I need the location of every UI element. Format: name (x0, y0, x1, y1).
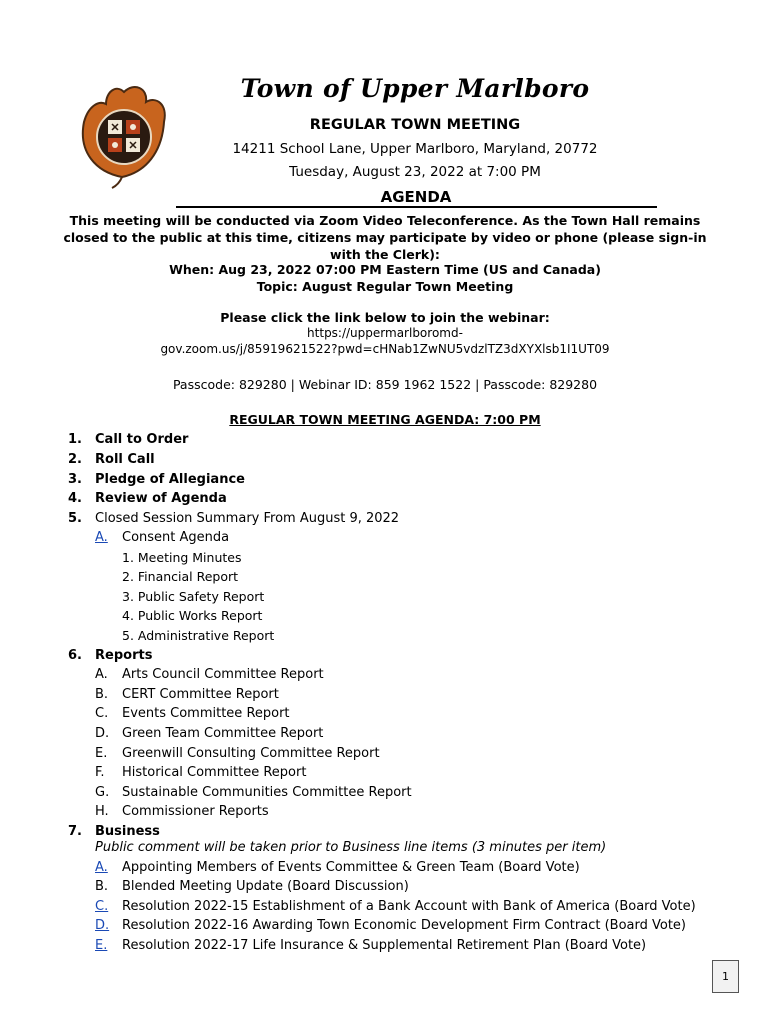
consent-subitem: 1. Meeting Minutes (122, 550, 242, 565)
webinar-link-line2[interactable]: gov.zoom.us/j/85919621522?pwd=cHNab1ZwNU5vdzlTZ3dXYXlsb1I1UT09 (160, 342, 610, 356)
item-letter: G. (95, 785, 110, 800)
town-seal-icon (76, 82, 170, 190)
zoom-notice: This meeting will be conducted via Zoom Video Teleconference. As the Town Hall remains closed to the public at this time, citizens may participate by video or phone (please sign-in with the Clerk): (63, 213, 707, 262)
item-number: 7. (68, 824, 82, 839)
item-label: Historical Committee Report (122, 765, 307, 780)
item-label: Greenwill Consulting Committee Report (122, 746, 380, 761)
item-label: Call to Order (95, 432, 189, 447)
meeting-topic: Topic: August Regular Town Meeting (256, 279, 514, 294)
item-label: Roll Call (95, 452, 155, 467)
meeting-type: REGULAR TOWN MEETING (309, 117, 521, 133)
item-letter: D. (95, 726, 110, 741)
item-number: 2. (68, 452, 82, 467)
item-letter: A. (95, 667, 108, 682)
item-letter: H. (95, 804, 109, 819)
item-label: Review of Agenda (95, 491, 227, 506)
town-title: Town of Upper Marlboro (240, 74, 590, 103)
item-letter: B. (95, 687, 109, 702)
agenda-section-heading: REGULAR TOWN MEETING AGENDA: 7:00 PM (229, 412, 541, 427)
item-label: Consent Agenda (122, 530, 230, 545)
item-label: Resolution 2022-16 Awarding Town Economic Development Firm Contract (Board Vote) (122, 918, 687, 933)
item-letter-link[interactable]: C. (95, 899, 109, 914)
meeting-when: When: Aug 23, 2022 07:00 PM Eastern Time (US and Canada) (169, 262, 601, 277)
item-label: Commissioner Reports (122, 804, 269, 819)
item-label: Sustainable Communities Committee Report (122, 785, 412, 800)
item-label: Business (95, 824, 160, 839)
item-letter-link[interactable]: E. (95, 938, 108, 953)
item-letter-link[interactable]: A. (95, 860, 108, 875)
item-number: 3. (68, 472, 82, 487)
item-letter-link[interactable]: A. (95, 530, 108, 545)
item-number: 5. (68, 511, 82, 526)
agenda-heading: AGENDA (380, 188, 452, 206)
item-letter: C. (95, 706, 109, 721)
item-letter: B. (95, 879, 109, 894)
item-label: Events Committee Report (122, 706, 290, 721)
consent-subitem: 2. Financial Report (122, 569, 239, 584)
item-label: Pledge of Allegiance (95, 472, 245, 487)
consent-subitem: 4. Public Works Report (122, 608, 263, 623)
public-comment-note: Public comment will be taken prior to Business line items (3 minutes per item) (95, 840, 607, 855)
webinar-instruction: Please click the link below to join the webinar: (220, 310, 550, 325)
item-label: Closed Session Summary From August 9, 2022 (95, 511, 400, 526)
item-number: 4. (68, 491, 82, 506)
item-letter-link[interactable]: D. (95, 918, 110, 933)
item-label: Arts Council Committee Report (122, 667, 324, 682)
item-letter: E. (95, 746, 108, 761)
passcode-line: Passcode: 829280 | Webinar ID: 859 1962 1522 | Passcode: 829280 (172, 377, 598, 392)
consent-subitem: 5. Administrative Report (122, 628, 275, 643)
item-label: Reports (95, 648, 153, 663)
meeting-address: 14211 School Lane, Upper Marlboro, Maryland, 20772 (232, 141, 598, 157)
item-label: Appointing Members of Events Committee & Green Team (Board Vote) (122, 860, 580, 875)
meeting-date: Tuesday, August 23, 2022 at 7:00 PM (289, 164, 541, 180)
item-number: 6. (68, 648, 82, 663)
item-label: Resolution 2022-17 Life Insurance & Supplemental Retirement Plan (Board Vote) (122, 938, 647, 953)
item-label: Resolution 2022-15 Establishment of a Bank Account with Bank of America (Board Vote) (122, 899, 696, 914)
page-number: 1 (712, 960, 739, 993)
item-label: Green Team Committee Report (122, 726, 324, 741)
item-letter: F. (95, 765, 105, 780)
item-label: Blended Meeting Update (Board Discussion) (122, 879, 409, 894)
item-number: 1. (68, 432, 82, 447)
title-divider (176, 206, 657, 208)
item-label: CERT Committee Report (122, 687, 279, 702)
webinar-link-line1[interactable]: https://uppermarlboromd- (307, 326, 463, 340)
consent-subitem: 3. Public Safety Report (122, 589, 265, 604)
